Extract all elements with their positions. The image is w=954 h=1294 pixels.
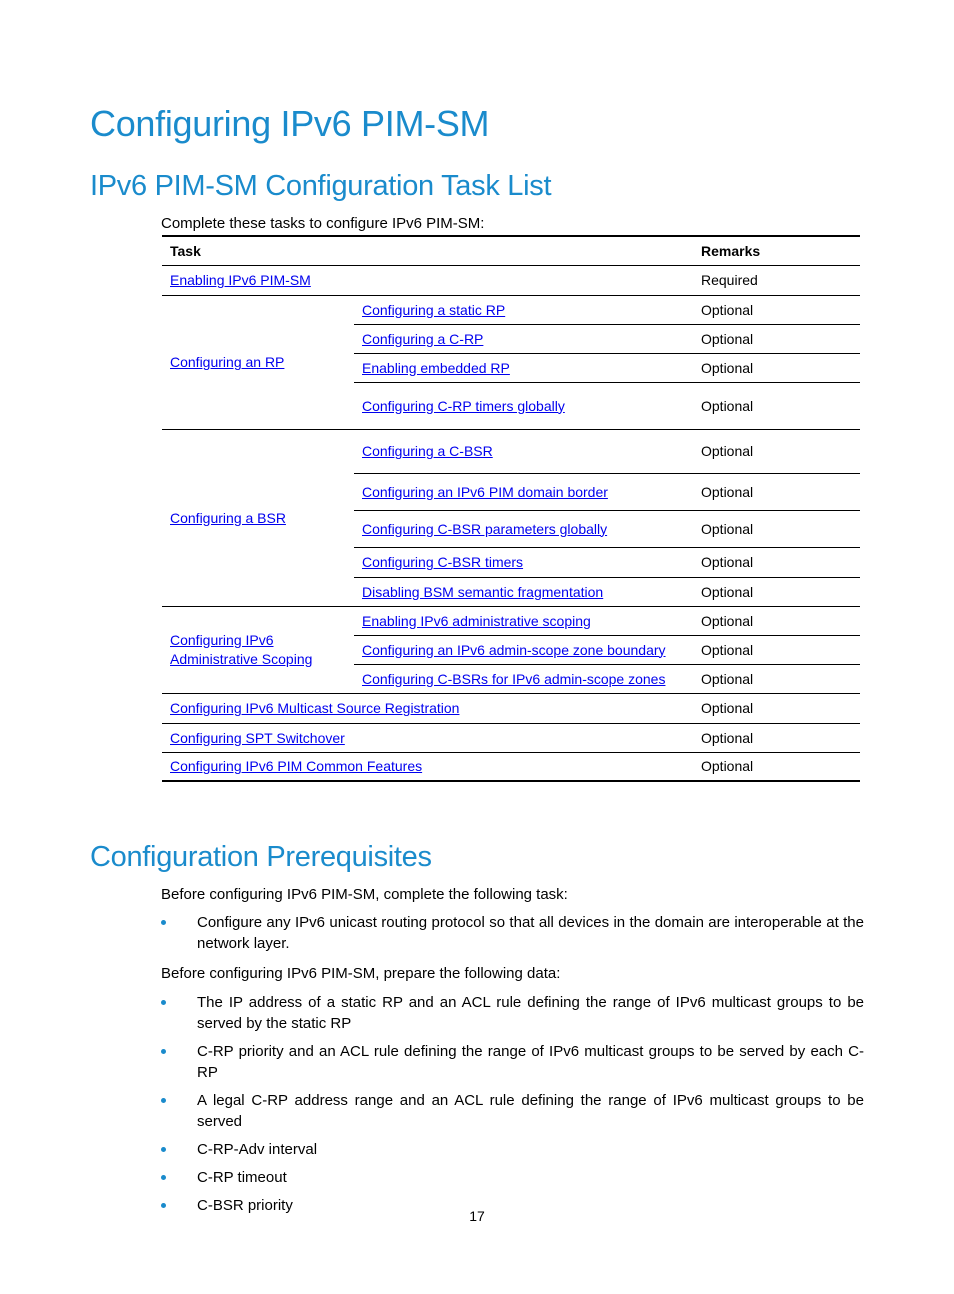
- remark: Optional: [693, 473, 860, 510]
- remark: Optional: [693, 693, 860, 723]
- remark: Optional: [693, 510, 860, 547]
- group-cell-scoping: [162, 606, 354, 693]
- list-item: C-RP-Adv interval: [161, 1139, 864, 1160]
- remark: Optional: [693, 295, 860, 324]
- list-item: A legal C-RP address range and an ACL rule defining the range of IPv6 multicast groups to be served: [161, 1090, 864, 1132]
- remark: Optional: [693, 324, 860, 353]
- link-c-rp-timers[interactable]: Configuring C-RP timers globally: [362, 397, 565, 414]
- bullet-icon: [161, 1175, 166, 1180]
- remark: Optional: [693, 382, 860, 429]
- link-source-registration[interactable]: Configuring IPv6 Multicast Source Registration: [170, 700, 460, 716]
- link-pim-domain-border[interactable]: Configuring an IPv6 PIM domain border: [362, 483, 608, 500]
- remark: Optional: [693, 723, 860, 752]
- link-enable-admin-scoping[interactable]: Enabling IPv6 administrative scoping: [362, 612, 591, 629]
- link-admin-scope-boundary[interactable]: Configuring an IPv6 admin-scope zone boundary: [362, 641, 666, 658]
- prereq-data-list: [161, 992, 864, 1216]
- table-row: [162, 429, 860, 473]
- bullet-icon: [161, 1049, 166, 1054]
- link-c-rp[interactable]: Configuring a C-RP: [362, 330, 484, 347]
- list-item: C-BSR priority: [161, 1195, 864, 1216]
- group-cell-rp: [162, 295, 354, 429]
- link-pim-common-features[interactable]: Configuring IPv6 PIM Common Features: [170, 758, 423, 775]
- task-table: [162, 235, 860, 782]
- link-admin-scoping-line2[interactable]: Administrative Scoping: [170, 650, 313, 667]
- list-item: The IP address of a static RP and an ACL rule defining the range of IPv6 multicast groups to be served by the static RP: [161, 992, 864, 1034]
- remark: Optional: [693, 353, 860, 382]
- header-task: Task: [162, 236, 693, 265]
- table-row: [162, 752, 860, 781]
- remark: Optional: [693, 635, 860, 664]
- link-configuring-rp[interactable]: Configuring an RP: [170, 354, 285, 370]
- section-heading-task-list: IPv6 PIM-SM Configuration Task List: [90, 170, 552, 202]
- bullet-icon: [161, 1000, 166, 1005]
- remark: Optional: [693, 606, 860, 635]
- page-number: 17: [469, 1208, 485, 1224]
- header-remarks: Remarks: [693, 236, 860, 265]
- remark: Optional: [693, 429, 860, 473]
- prereq-task-list: [161, 912, 864, 954]
- page-title: Configuring IPv6 PIM-SM: [90, 103, 490, 144]
- link-static-rp[interactable]: Configuring a static RP: [362, 301, 506, 318]
- list-item: Configure any IPv6 unicast routing protocol so that all devices in the domain are interoperable at the network layer.: [161, 912, 864, 954]
- link-admin-scoping-line1[interactable]: Configuring IPv6: [170, 631, 274, 648]
- remark: Optional: [693, 664, 860, 693]
- remark: Required: [693, 265, 860, 295]
- list-item: C-RP priority and an ACL rule defining the range of IPv6 multicast groups to be served by each C-RP: [161, 1041, 864, 1083]
- prereq-intro-tasks: Before configuring IPv6 PIM-SM, complete the following task:: [161, 886, 568, 903]
- link-configuring-bsr[interactable]: Configuring a BSR: [170, 509, 286, 526]
- remark: Optional: [693, 577, 860, 606]
- table-row: [162, 693, 860, 723]
- link-c-bsr-parameters[interactable]: Configuring C-BSR parameters globally: [362, 520, 608, 537]
- group-cell-bsr: [162, 429, 354, 606]
- link-enabling-pim-sm[interactable]: Enabling IPv6 PIM-SM: [170, 272, 311, 288]
- section-heading-prerequisites: Configuration Prerequisites: [90, 841, 432, 873]
- table-header-row: [162, 236, 860, 265]
- link-embedded-rp[interactable]: Enabling embedded RP: [362, 359, 510, 376]
- remark: Optional: [693, 547, 860, 577]
- list-item: C-RP timeout: [161, 1167, 864, 1188]
- table-row: [162, 606, 860, 635]
- link-spt-switchover[interactable]: Configuring SPT Switchover: [170, 729, 345, 746]
- bullet-icon: [161, 1147, 166, 1152]
- prereq-intro-data: Before configuring IPv6 PIM-SM, prepare the following data:: [161, 965, 561, 982]
- table-row: [162, 295, 860, 324]
- remark: Optional: [701, 758, 754, 775]
- bullet-icon: [161, 1098, 166, 1103]
- bullet-icon: [161, 920, 166, 925]
- link-c-bsr-timers[interactable]: Configuring C-BSR timers: [362, 554, 524, 570]
- link-c-bsr[interactable]: Configuring a C-BSR: [362, 443, 493, 459]
- task-list-intro: Complete these tasks to configure IPv6 PIM-SM:: [161, 215, 485, 232]
- table-row: [162, 723, 860, 752]
- link-bsm-fragmentation[interactable]: Disabling BSM semantic fragmentation: [362, 583, 604, 600]
- link-c-bsrs-admin-scope[interactable]: Configuring C-BSRs for IPv6 admin-scope zones: [362, 670, 666, 687]
- table-row: [162, 265, 860, 295]
